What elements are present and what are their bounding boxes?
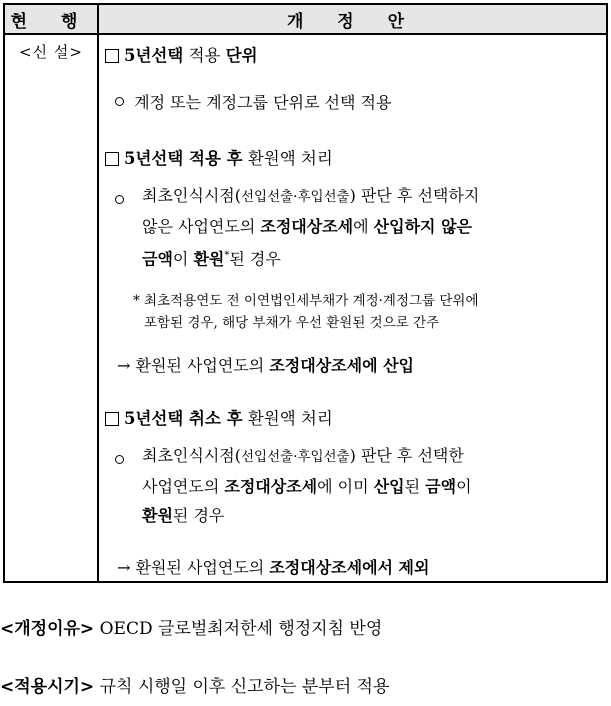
new-provision-label: <신 설>	[19, 43, 83, 61]
arrow-right-icon: →	[117, 558, 131, 577]
checkbox-square-icon	[105, 152, 119, 166]
section-3-item: 최초인식시점(선입선출·후입선출) 판단 후 선택한 사업연도의 조정대상조세에 이미 산입된 금액이 환원된 경우	[142, 446, 472, 525]
effective-date-label: <적용시기>	[0, 677, 95, 697]
revised-cell	[98, 34, 607, 582]
section-2-title: 5년선택 적용 후 환원액 처리	[105, 145, 333, 169]
header-revised: 개 정 안	[98, 4, 607, 34]
section-2-note: * 최초적용연도 전 이연법인세부채가 계정·계정그룹 단위에 포함된 경우, 해당 부채가 우선 환원된 것으로 간주	[133, 293, 479, 331]
checkbox-square-icon	[105, 412, 119, 426]
section-3-result: → 환원된 사업연도의 조정대상조세에서 제외	[117, 558, 430, 577]
table-body-row	[4, 34, 607, 582]
checkbox-square-icon	[105, 49, 119, 63]
revision-reason	[0, 614, 382, 639]
revision-reason-text: OECD 글로벌최저한세 행정지침 반영	[99, 619, 383, 639]
bullet-circle-icon	[115, 195, 124, 204]
section-2-bullet	[115, 191, 124, 210]
effective-date	[0, 672, 389, 697]
table-header-row	[4, 4, 607, 34]
section-1-title: 5년선택 적용 단위	[105, 42, 258, 66]
comparison-table	[3, 3, 608, 583]
bullet-circle-icon	[115, 455, 124, 464]
header-current: 현 행	[4, 4, 98, 34]
revision-reason-label: <개정이유>	[0, 619, 95, 639]
section-3-bullet	[115, 451, 124, 470]
bullet-circle-icon	[115, 97, 124, 106]
section-2-item: 최초인식시점(선입선출·후입선출) 판단 후 선택하지 않은 사업연도의 조정대상조세에 산입하지 않은 금액이 환원*된 경우	[142, 186, 480, 269]
arrow-right-icon: →	[117, 356, 131, 375]
section-2-result: → 환원된 사업연도의 조정대상조세에 산입	[117, 356, 415, 375]
section-1-item: 계정 또는 계정그룹 단위로 선택 적용	[115, 90, 391, 113]
effective-date-text: 규칙 시행일 이후 신고하는 분부터 적용	[99, 677, 390, 697]
current-cell	[4, 34, 98, 582]
section-3-title: 5년선택 취소 후 환원액 처리	[105, 405, 333, 429]
